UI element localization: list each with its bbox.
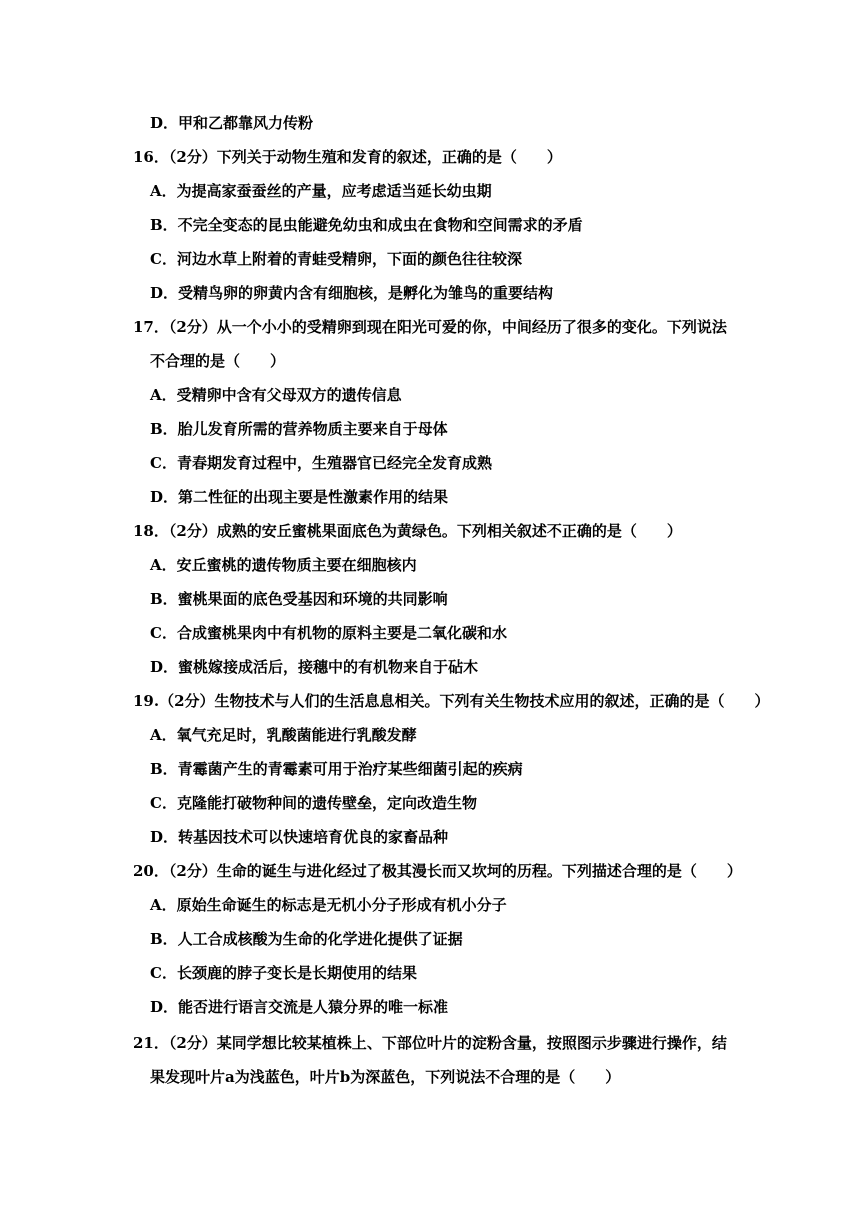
q16-option-c: C．河边水草上附着的青蛙受精卵，下面的颜色往往较深 <box>150 250 522 268</box>
q16-option-d: D．受精鸟卵的卵黄内含有细胞核，是孵化为雏鸟的重要结构 <box>150 284 554 302</box>
q17-option-c: C．青春期发育过程中，生殖器官已经完全发育成熟 <box>150 454 492 472</box>
q20-option-d: D．能否进行语言交流是人猿分界的唯一标准 <box>150 998 449 1016</box>
q17-stem-line2: 不合理的是（ ） <box>150 352 286 370</box>
q17-option-a: A．受精卵中含有父母双方的遗传信息 <box>150 386 402 404</box>
q20-stem: 20．（2分）生命的诞生与进化经过了极其漫长而又坎坷的历程。下列描述合理的是（ ） <box>133 862 742 880</box>
q19-option-d: D．转基因技术可以快速培育优良的家畜品种 <box>150 828 449 846</box>
q20-option-a: A．原始生命诞生的标志是无机小分子形成有机小分子 <box>150 896 507 914</box>
q18-option-d: D．蜜桃嫁接成活后，接穗中的有机物来自于砧木 <box>150 658 479 676</box>
q21-stem-line2: 果发现叶片a为浅蓝色，叶片b为深蓝色，下列说法不合理的是（ ） <box>150 1068 621 1086</box>
q18-stem: 18．（2分）成熟的安丘蜜桃果面底色为黄绿色。下列相关叙述不正确的是（ ） <box>133 522 682 540</box>
q15-option-d: D．甲和乙都靠风力传粉 <box>150 114 314 132</box>
q19-stem: 19.（2分）生物技术与人们的生活息息相关。下列有关生物技术应用的叙述，正确的是（ ） <box>133 692 770 710</box>
q16-stem: 16．（2分）下列关于动物生殖和发育的叙述，正确的是（ ） <box>133 148 562 166</box>
q20-option-b: B．人工合成核酸为生命的化学进化提供了证据 <box>150 930 463 948</box>
q18-option-b: B．蜜桃果面的底色受基因和环境的共同影响 <box>150 590 448 608</box>
q19-option-c: C．克隆能打破物种间的遗传壁垒，定向改造生物 <box>150 794 477 812</box>
q17-option-d: D．第二性征的出现主要是性激素作用的结果 <box>150 488 449 506</box>
q18-option-a: A．安丘蜜桃的遗传物质主要在细胞核内 <box>150 556 417 574</box>
q18-option-c: C．合成蜜桃果肉中有机物的原料主要是二氧化碳和水 <box>150 624 507 642</box>
q19-option-a: A．氧气充足时，乳酸菌能进行乳酸发酵 <box>150 726 417 744</box>
q21-stem-line1: 21．（2分）某同学想比较某植株上、下部位叶片的淀粉含量，按照图示步骤进行操作，结 <box>133 1034 727 1052</box>
q17-stem-line1: 17．（2分）从一个小小的受精卵到现在阳光可爱的你，中间经历了很多的变化。下列说法 <box>133 318 727 336</box>
q20-option-c: C．长颈鹿的脖子变长是长期使用的结果 <box>150 964 417 982</box>
q16-option-a: A．为提高家蚕蚕丝的产量，应考虑适当延长幼虫期 <box>150 182 492 200</box>
q16-option-b: B．不完全变态的昆虫能避免幼虫和成虫在食物和空间需求的矛盾 <box>150 216 583 234</box>
q19-option-b: B．青霉菌产生的青霉素可用于治疗某些细菌引起的疾病 <box>150 760 523 778</box>
q17-option-b: B．胎儿发育所需的营养物质主要来自于母体 <box>150 420 448 438</box>
